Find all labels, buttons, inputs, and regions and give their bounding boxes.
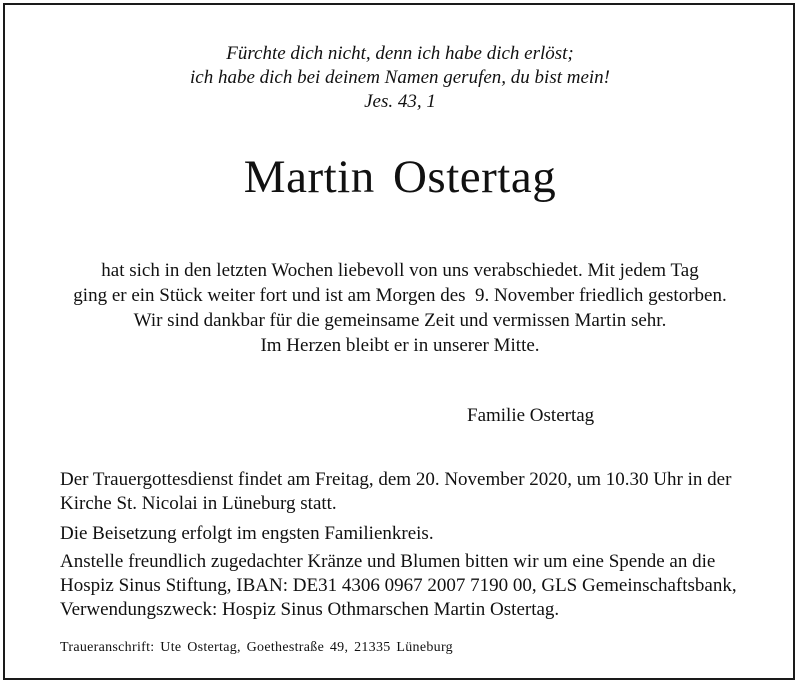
deceased-name: Martin Ostertag — [243, 151, 557, 203]
service-line-2: Kirche St. Nicolai in Lüneburg statt. — [60, 493, 337, 514]
message-line-2: ging er ein Stück weiter fort und ist am Morgen des 9. November friedlich gestorben. — [73, 285, 727, 306]
service-line-1: Der Trauergottesdienst findet am Freitag, dem 20. November 2020, um 10.30 Uhr in der — [60, 469, 732, 490]
donation-info — [60, 550, 737, 622]
bible-verse — [0, 42, 800, 114]
family-signature: Familie Ostertag — [467, 405, 595, 426]
service-info — [60, 468, 731, 516]
farewell-message — [0, 258, 800, 358]
donation-line-2: Hospiz Sinus Stiftung, IBAN: DE31 4306 0967 2007 7190 00, GLS Gemeinschaftsbank, — [60, 575, 737, 596]
verse-line-2: ich habe dich bei deinem Namen gerufen, du bist mein! — [189, 67, 610, 88]
donation-line-1: Anstelle freundlich zugedachter Kränze und Blumen bitten wir um eine Spende an die — [60, 551, 716, 572]
burial-info: Die Beisetzung erfolgt im engsten Familienkreis. — [60, 523, 434, 544]
verse-reference: Jes. 43, 1 — [364, 91, 436, 112]
mourning-address: Traueranschrift: Ute Ostertag, Goethestraße 49, 21335 Lüneburg — [60, 640, 453, 655]
message-line-1: hat sich in den letzten Wochen liebevoll von uns verabschiedet. Mit jedem Tag — [101, 260, 699, 281]
verse-line-1: Fürchte dich nicht, denn ich habe dich erlöst; — [226, 43, 574, 64]
donation-line-3: Verwendungszweck: Hospiz Sinus Othmarschen Martin Ostertag. — [60, 599, 560, 620]
message-line-4: Im Herzen bleibt er in unserer Mitte. — [260, 335, 540, 356]
message-line-3: Wir sind dankbar für die gemeinsame Zeit und vermissen Martin sehr. — [133, 310, 667, 331]
